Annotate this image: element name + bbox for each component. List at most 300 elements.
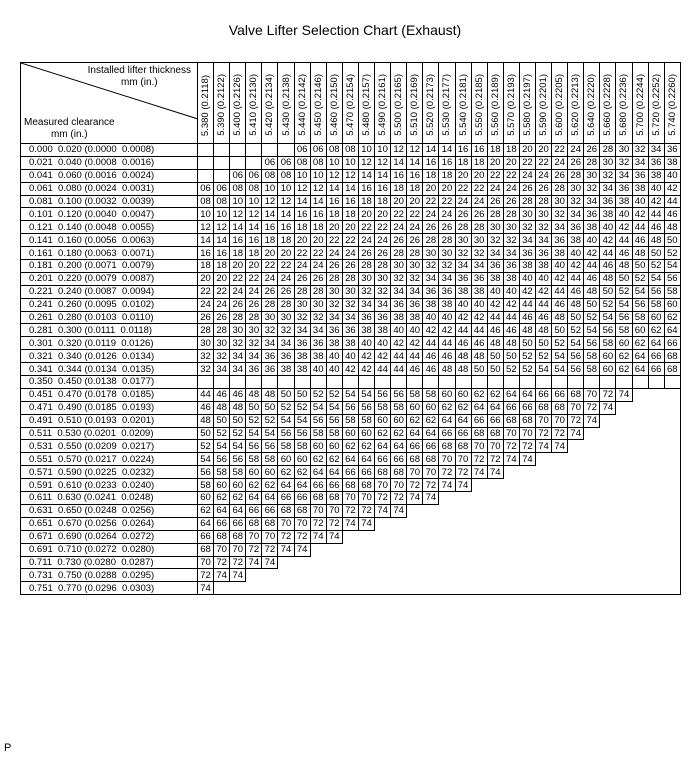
empty-area (294, 569, 310, 582)
lifter-number-cell: 34 (342, 311, 358, 324)
table-row (21, 285, 681, 298)
clearance-range-label: 0.061 0.080 (0.0024 0.0031) (21, 182, 198, 195)
lifter-number-cell: 24 (535, 169, 551, 182)
empty-area (407, 543, 423, 556)
lifter-number-cell: 30 (310, 298, 326, 311)
lifter-number-cell: 60 (423, 401, 439, 414)
lifter-number-cell: 28 (375, 260, 391, 273)
table-row (21, 221, 681, 234)
empty-area (616, 517, 632, 530)
empty-area (584, 453, 600, 466)
lifter-number-cell: 22 (262, 260, 278, 273)
lifter-number-cell: 68 (471, 427, 487, 440)
empty-area (407, 530, 423, 543)
table-row (21, 195, 681, 208)
column-header-label: 5.510 (0.2169) (409, 74, 421, 136)
lifter-number-cell: 26 (310, 272, 326, 285)
column-header (519, 63, 535, 144)
table-row (21, 453, 681, 466)
empty-area (407, 517, 423, 530)
empty-area (503, 543, 519, 556)
empty-area (664, 504, 680, 517)
column-header-label: 5.430 (0.2138) (280, 74, 292, 136)
lifter-number-cell: 44 (664, 195, 680, 208)
empty-area (632, 440, 648, 453)
lifter-number-cell: 22 (375, 221, 391, 234)
lifter-number-cell: 30 (358, 272, 374, 285)
lifter-number-cell (214, 169, 230, 182)
lifter-number-cell: 42 (519, 285, 535, 298)
lifter-number-cell: 24 (230, 285, 246, 298)
empty-area (648, 492, 664, 505)
lifter-number-cell: 54 (310, 401, 326, 414)
column-header (471, 63, 487, 144)
lifter-number-cell: 24 (407, 221, 423, 234)
lifter-number-cell: 60 (310, 440, 326, 453)
lifter-number-cell: 34 (519, 234, 535, 247)
lifter-number-cell: 38 (439, 298, 455, 311)
empty-area (648, 582, 664, 595)
empty-area (278, 569, 294, 582)
lifter-number-cell: 18 (246, 247, 262, 260)
lifter-number-cell: 54 (326, 401, 342, 414)
lifter-number-cell: 32 (471, 247, 487, 260)
lifter-number-cell: 72 (471, 453, 487, 466)
empty-area (632, 466, 648, 479)
lifter-number-cell: 60 (407, 401, 423, 414)
empty-area (487, 492, 503, 505)
lifter-number-cell: 56 (310, 414, 326, 427)
lifter-number-cell: 60 (198, 492, 214, 505)
lifter-number-cell: 60 (648, 311, 664, 324)
lifter-number-cell: 24 (310, 260, 326, 273)
lifter-number-cell: 44 (552, 285, 568, 298)
lifter-number-cell: 64 (503, 388, 519, 401)
lifter-number-cell: 38 (294, 350, 310, 363)
lifter-number-cell: 42 (616, 221, 632, 234)
lifter-number-cell: 34 (407, 285, 423, 298)
lifter-number-cell: 34 (568, 208, 584, 221)
lifter-number-cell: 64 (407, 427, 423, 440)
lifter-number-cell (278, 144, 294, 157)
lifter-number-cell: 36 (391, 298, 407, 311)
lifter-number-cell: 74 (326, 530, 342, 543)
lifter-number-cell: 48 (198, 414, 214, 427)
lifter-number-cell: 08 (246, 182, 262, 195)
clearance-range-label: 0.651 0.670 (0.0256 0.0264) (21, 517, 198, 530)
lifter-number-cell: 42 (407, 337, 423, 350)
lifter-number-cell: 66 (358, 466, 374, 479)
empty-area (439, 569, 455, 582)
lifter-number-cell: 40 (391, 324, 407, 337)
lifter-number-cell: 56 (616, 311, 632, 324)
lifter-number-cell: 36 (552, 234, 568, 247)
lifter-number-cell: 40 (471, 298, 487, 311)
lifter-number-cell: 20 (278, 247, 294, 260)
lifter-number-cell: 48 (519, 324, 535, 337)
column-header-label: 5.570 (0.2193) (505, 74, 517, 136)
lifter-number-cell: 38 (455, 285, 471, 298)
lifter-number-cell: 50 (664, 234, 680, 247)
empty-area (568, 504, 584, 517)
lifter-number-cell (262, 376, 278, 389)
lifter-number-cell: 34 (326, 311, 342, 324)
lifter-number-cell: 08 (198, 195, 214, 208)
lifter-number-cell: 42 (664, 182, 680, 195)
empty-area (246, 569, 262, 582)
lifter-number-cell: 70 (230, 543, 246, 556)
lifter-number-cell: 68 (375, 466, 391, 479)
lifter-number-cell: 18 (471, 156, 487, 169)
lifter-number-cell: 48 (535, 324, 551, 337)
empty-area (648, 479, 664, 492)
empty-area (664, 453, 680, 466)
lifter-number-cell: 46 (471, 337, 487, 350)
lifter-number-cell: 68 (326, 492, 342, 505)
empty-area (503, 466, 519, 479)
lifter-number-cell: 68 (230, 530, 246, 543)
lifter-number-cell: 56 (375, 388, 391, 401)
empty-area (552, 479, 568, 492)
lifter-number-cell: 64 (455, 414, 471, 427)
lifter-number-cell: 26 (407, 234, 423, 247)
lifter-number-cell: 38 (664, 156, 680, 169)
column-header-label: 5.490 (0.2161) (377, 74, 389, 136)
lifter-number-cell: 66 (198, 530, 214, 543)
empty-area (455, 556, 471, 569)
lifter-number-cell: 20 (246, 260, 262, 273)
installed-thickness-label (88, 65, 191, 89)
table-row (21, 260, 681, 273)
lifter-number-cell: 34 (471, 260, 487, 273)
column-header-label: 5.560 (0.2189) (489, 74, 501, 136)
column-header (214, 63, 230, 144)
lifter-number-cell: 48 (664, 221, 680, 234)
lifter-number-cell: 28 (584, 156, 600, 169)
empty-area (487, 543, 503, 556)
lifter-number-cell: 48 (455, 363, 471, 376)
empty-area (471, 556, 487, 569)
lifter-number-cell: 72 (310, 517, 326, 530)
lifter-number-cell: 10 (358, 144, 374, 157)
column-header (455, 63, 471, 144)
lifter-number-cell: 16 (246, 234, 262, 247)
lifter-number-cell: 24 (455, 195, 471, 208)
lifter-number-cell: 54 (568, 337, 584, 350)
lifter-number-cell: 36 (616, 182, 632, 195)
lifter-number-cell: 18 (214, 260, 230, 273)
lifter-number-cell: 22 (535, 156, 551, 169)
column-header (487, 63, 503, 144)
lifter-number-cell: 08 (262, 169, 278, 182)
column-header-label: 5.500 (0.2165) (393, 74, 405, 136)
lifter-number-cell: 38 (326, 337, 342, 350)
lifter-number-cell: 46 (407, 363, 423, 376)
lifter-number-cell: 70 (214, 543, 230, 556)
lifter-number-cell: 66 (455, 427, 471, 440)
lifter-number-cell: 58 (230, 466, 246, 479)
lifter-number-cell: 28 (310, 285, 326, 298)
lifter-number-cell: 24 (503, 182, 519, 195)
lifter-number-cell: 58 (600, 337, 616, 350)
column-header (391, 63, 407, 144)
lifter-number-cell: 14 (214, 234, 230, 247)
lifter-number-cell: 44 (439, 337, 455, 350)
empty-area (375, 530, 391, 543)
lifter-number-cell: 34 (439, 272, 455, 285)
lifter-number-cell: 74 (310, 530, 326, 543)
table-row (21, 169, 681, 182)
table-body (21, 144, 681, 595)
lifter-number-cell: 34 (278, 337, 294, 350)
lifter-number-cell: 18 (487, 144, 503, 157)
lifter-number-cell (519, 376, 535, 389)
lifter-number-cell: 44 (455, 324, 471, 337)
lifter-number-cell: 58 (214, 466, 230, 479)
column-header-label: 5.520 (0.2173) (425, 74, 437, 136)
lifter-number-cell: 62 (616, 350, 632, 363)
lifter-number-cell: 34 (230, 363, 246, 376)
lifter-number-cell: 40 (407, 324, 423, 337)
lifter-number-cell: 56 (648, 285, 664, 298)
lifter-number-cell: 26 (198, 311, 214, 324)
lifter-number-cell: 28 (568, 169, 584, 182)
lifter-number-cell: 30 (230, 324, 246, 337)
lifter-number-cell (358, 376, 374, 389)
lifter-number-cell: 58 (358, 414, 374, 427)
lifter-number-cell: 70 (519, 427, 535, 440)
clearance-range-label: 0.451 0.470 (0.0178 0.0185) (21, 388, 198, 401)
lifter-number-cell: 46 (487, 324, 503, 337)
empty-area (310, 569, 326, 582)
empty-area (278, 556, 294, 569)
clearance-range-label: 0.591 0.610 (0.0233 0.0240) (21, 479, 198, 492)
empty-area (600, 440, 616, 453)
lifter-number-cell: 62 (375, 427, 391, 440)
lifter-number-cell: 16 (230, 234, 246, 247)
lifter-number-cell: 54 (552, 350, 568, 363)
lifter-number-cell: 66 (230, 517, 246, 530)
lifter-number-cell: 32 (407, 272, 423, 285)
lifter-number-cell: 30 (471, 234, 487, 247)
lifter-number-cell: 22 (342, 234, 358, 247)
empty-area (326, 582, 342, 595)
lifter-number-cell: 72 (262, 543, 278, 556)
column-header-label: 5.390 (0.2122) (216, 74, 228, 136)
lifter-number-cell: 68 (487, 427, 503, 440)
lifter-number-cell: 50 (230, 414, 246, 427)
lifter-number-cell: 14 (230, 221, 246, 234)
lifter-number-cell: 38 (391, 311, 407, 324)
lifter-number-cell: 44 (503, 311, 519, 324)
lifter-number-cell: 36 (358, 311, 374, 324)
lifter-number-cell: 24 (198, 298, 214, 311)
lifter-number-cell: 10 (198, 208, 214, 221)
lifter-number-cell: 74 (471, 466, 487, 479)
empty-area (423, 582, 439, 595)
lifter-number-cell: 30 (246, 324, 262, 337)
lifter-number-cell: 46 (664, 208, 680, 221)
lifter-number-cell: 38 (648, 169, 664, 182)
lifter-number-cell: 60 (616, 337, 632, 350)
lifter-number-cell: 36 (519, 247, 535, 260)
empty-area (535, 504, 551, 517)
lifter-number-cell: 66 (535, 388, 551, 401)
lifter-number-cell (230, 156, 246, 169)
lifter-number-cell: 20 (214, 272, 230, 285)
lifter-number-cell: 66 (262, 504, 278, 517)
table-row (21, 556, 681, 569)
column-header-label: 5.540 (0.2181) (457, 74, 469, 136)
lifter-number-cell: 74 (278, 543, 294, 556)
empty-area (439, 582, 455, 595)
lifter-number-cell: 06 (262, 156, 278, 169)
empty-area (471, 517, 487, 530)
empty-area (552, 530, 568, 543)
empty-area (664, 517, 680, 530)
empty-area (664, 427, 680, 440)
lifter-number-cell: 40 (423, 311, 439, 324)
empty-area (439, 530, 455, 543)
lifter-number-cell: 56 (294, 427, 310, 440)
empty-area (487, 556, 503, 569)
lifter-number-cell: 12 (358, 156, 374, 169)
lifter-number-cell: 40 (552, 260, 568, 273)
lifter-number-cell: 30 (455, 234, 471, 247)
lifter-number-cell: 70 (568, 401, 584, 414)
table-row (21, 363, 681, 376)
empty-area (648, 388, 664, 401)
lifter-number-cell: 32 (600, 169, 616, 182)
lifter-number-cell: 30 (600, 156, 616, 169)
empty-area (664, 582, 680, 595)
empty-area (471, 479, 487, 492)
column-header (423, 63, 439, 144)
table-row (21, 208, 681, 221)
clearance-range-label: 0.081 0.100 (0.0032 0.0039) (21, 195, 198, 208)
lifter-number-cell: 62 (246, 479, 262, 492)
empty-area (214, 582, 230, 595)
lifter-number-cell: 18 (230, 247, 246, 260)
lifter-number-cell: 26 (375, 247, 391, 260)
empty-area (439, 517, 455, 530)
lifter-number-cell: 72 (552, 427, 568, 440)
lifter-number-cell: 54 (648, 272, 664, 285)
lifter-number-cell: 46 (552, 298, 568, 311)
empty-area (471, 530, 487, 543)
lifter-number-cell: 32 (455, 247, 471, 260)
lifter-number-cell: 52 (230, 427, 246, 440)
lifter-number-cell: 16 (198, 247, 214, 260)
lifter-number-cell: 54 (198, 453, 214, 466)
lifter-number-cell: 12 (262, 195, 278, 208)
lifter-number-cell: 28 (455, 221, 471, 234)
empty-area (616, 543, 632, 556)
lifter-number-cell: 28 (278, 298, 294, 311)
lifter-number-cell (568, 376, 584, 389)
lifter-number-cell: 52 (262, 414, 278, 427)
lifter-number-cell: 16 (294, 208, 310, 221)
empty-area (342, 543, 358, 556)
lifter-number-cell: 52 (519, 363, 535, 376)
lifter-number-cell: 54 (358, 388, 374, 401)
lifter-number-cell: 56 (568, 363, 584, 376)
lifter-number-cell (246, 156, 262, 169)
lifter-number-cell: 58 (632, 311, 648, 324)
lifter-number-cell: 06 (230, 169, 246, 182)
lifter-number-cell: 66 (326, 479, 342, 492)
lifter-number-cell: 56 (664, 272, 680, 285)
lifter-number-cell: 20 (358, 208, 374, 221)
column-header (262, 63, 278, 144)
lifter-number-cell: 30 (278, 311, 294, 324)
empty-area (648, 440, 664, 453)
lifter-number-cell: 52 (246, 414, 262, 427)
lifter-number-cell: 32 (423, 260, 439, 273)
lifter-number-cell: 50 (632, 260, 648, 273)
lifter-number-cell: 64 (214, 504, 230, 517)
table-row (21, 247, 681, 260)
lifter-number-cell: 28 (262, 298, 278, 311)
lifter-number-cell: 12 (342, 169, 358, 182)
lifter-number-cell: 38 (600, 208, 616, 221)
lifter-number-cell: 70 (552, 414, 568, 427)
empty-area (519, 530, 535, 543)
lifter-number-cell: 72 (230, 556, 246, 569)
lifter-number-cell: 06 (214, 182, 230, 195)
lifter-number-cell: 36 (535, 247, 551, 260)
empty-area (455, 582, 471, 595)
lifter-number-cell: 40 (632, 195, 648, 208)
empty-area (632, 556, 648, 569)
lifter-number-cell: 34 (648, 144, 664, 157)
lifter-number-cell: 34 (584, 195, 600, 208)
lifter-number-cell: 40 (439, 311, 455, 324)
lifter-number-cell: 62 (439, 401, 455, 414)
empty-area (632, 517, 648, 530)
lifter-number-cell: 30 (552, 195, 568, 208)
empty-area (584, 543, 600, 556)
empty-area (616, 427, 632, 440)
lifter-number-cell: 22 (519, 156, 535, 169)
empty-area (391, 582, 407, 595)
lifter-number-cell (600, 376, 616, 389)
lifter-number-cell: 28 (471, 221, 487, 234)
empty-area (439, 492, 455, 505)
clearance-range-label: 0.631 0.650 (0.0248 0.0256) (21, 504, 198, 517)
lifter-number-cell: 58 (423, 388, 439, 401)
table-row (21, 543, 681, 556)
lifter-number-cell: 28 (230, 311, 246, 324)
lifter-number-cell: 40 (326, 350, 342, 363)
lifter-number-cell: 14 (326, 182, 342, 195)
lifter-number-cell: 62 (632, 337, 648, 350)
lifter-number-cell: 16 (262, 221, 278, 234)
lifter-number-cell: 70 (584, 388, 600, 401)
lifter-number-cell: 36 (439, 285, 455, 298)
clearance-range-label: 0.041 0.060 (0.0016 0.0024) (21, 169, 198, 182)
lifter-number-cell: 14 (310, 195, 326, 208)
lifter-number-cell: 42 (471, 311, 487, 324)
lifter-number-cell: 24 (552, 156, 568, 169)
empty-area (358, 569, 374, 582)
lifter-number-cell: 42 (439, 324, 455, 337)
lifter-number-cell: 36 (278, 350, 294, 363)
lifter-number-cell: 34 (632, 156, 648, 169)
installed-thickness-label-text: Installed lifter thickness (87, 65, 191, 76)
lifter-number-cell: 32 (439, 260, 455, 273)
lifter-number-cell: 36 (487, 260, 503, 273)
